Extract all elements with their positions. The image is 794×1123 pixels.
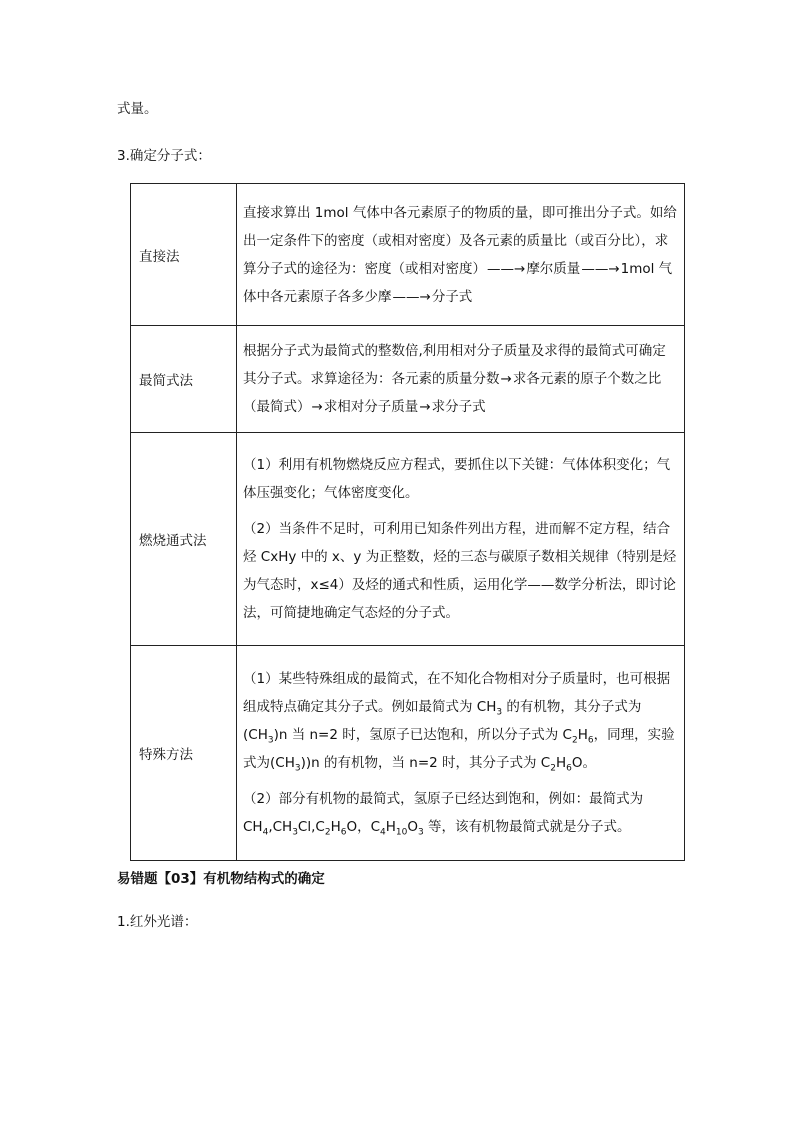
text-run: 1mol 气体中各元素原子各多少摩 (243, 260, 673, 305)
method-paragraph (243, 199, 678, 311)
subsection-heading: 1.红外光谱： (117, 914, 198, 930)
text-run: ))n 的有机物，当 n=2 时，其分子式为 C (300, 755, 551, 771)
subscript: 2 (571, 735, 578, 746)
method-label: 燃烧通式法 (131, 433, 237, 646)
arrow-symbol: → (419, 399, 431, 415)
text-run: （2）当条件不足时，可利用已知条件列出方程，进而解不定方程，结合烃 CxHy 中的 x、y 为正整数，烃的三态与碳原子数相关规律（特别是烃为气态时，x≤4）及烃的通式和性质，运用化学——数学分析法，即讨论法，可简捷地确定气态烃的分子式。 (243, 521, 677, 621)
section-heading: 3.确定分子式： (117, 148, 211, 164)
subscript: 6 (587, 735, 594, 746)
subscript: 2 (550, 763, 556, 774)
subscript: 10 (395, 827, 408, 838)
method-description (237, 433, 685, 646)
method-row (131, 184, 685, 326)
subscript: 6 (340, 827, 347, 838)
text-run: H (555, 755, 567, 771)
method-label: 特殊方法 (131, 646, 237, 861)
method-label: 直接法 (131, 184, 237, 326)
text-run: H (385, 819, 396, 835)
method-paragraph (243, 515, 678, 627)
text-run: 求分子式 (431, 399, 486, 415)
text-run: 求相对分子质量 (323, 399, 419, 415)
text-run: H (577, 727, 588, 743)
subscript: 3 (294, 763, 301, 774)
text-run: 等，该有机物最简式就是分子式。 (423, 819, 631, 835)
text-run: H (330, 819, 341, 835)
text-run: （1）某些特殊组成的最简式，在不知化合物相对分子质量时，也可根据组成特点确定其分子式。例如最简式为 CH (243, 671, 671, 715)
text-run: 直接求算出 1mol 气体中各元素原子的物质的量，即可推出分子式。如给出一定条件下的密度（或相对密度）及各元素的质量比（或百分比），求算分子式的途径为：密度（或相对密度） (243, 204, 677, 277)
continuation-text: 式量。 (117, 101, 158, 117)
subscript: 2 (324, 827, 331, 838)
method-description (237, 184, 685, 326)
method-label: 最简式法 (131, 326, 237, 433)
text-run: 分子式 (431, 288, 473, 305)
method-row (131, 646, 685, 861)
methods-table (130, 183, 685, 861)
arrow-symbol: → (500, 371, 512, 387)
text-run: 摩尔质量 (526, 260, 581, 277)
subscript: 4 (262, 827, 269, 838)
subscript: 3 (418, 827, 424, 838)
text-run: )n 当 n=2 时，氢原子已达饱和，所以分子式为 C (273, 727, 572, 743)
subscript: 4 (380, 827, 386, 838)
text-run: O。 (571, 755, 596, 771)
subscript: 3 (496, 707, 503, 718)
method-paragraph (243, 451, 678, 507)
text-run: ,CH (268, 819, 293, 835)
method-paragraph (243, 785, 678, 841)
text-run: 的有机物，其分子式为(CH (243, 699, 642, 743)
method-row (131, 326, 685, 433)
text-run: O (407, 819, 418, 835)
text-run: （1）利用有机物燃烧反应方程式，要抓住以下关键：气体体积变化；气体压强变化；气体密度变化。 (243, 457, 671, 501)
text-run: ，同理，实验式为(CH (243, 727, 675, 771)
arrow-symbol: ——→ (392, 288, 431, 305)
text-run: Cl,C (297, 819, 325, 835)
method-row (131, 433, 685, 646)
error-heading: 易错题【03】有机物结构式的确定 (117, 871, 325, 887)
text-run: 求各元素的原子个数之比（最简式） (243, 371, 662, 415)
text-run: O，C (346, 819, 381, 835)
subscript: 6 (566, 763, 572, 774)
subscript: 3 (292, 827, 298, 838)
method-paragraph (243, 337, 678, 421)
method-paragraph (243, 665, 678, 777)
subscript: 3 (267, 735, 274, 746)
method-description (237, 326, 685, 433)
text-run: （2）部分有机物的最简式，氢原子已经达到饱和，例如：最简式为 CH (243, 791, 644, 835)
arrow-symbol: ——→ (581, 260, 620, 277)
method-description (237, 646, 685, 861)
text-run: 根据分子式为最简式的整数倍,利用相对分子质量及求得的最简式可确定其分子式。求算途径为：各元素的质量分数 (243, 343, 666, 387)
arrow-symbol: ——→ (487, 260, 526, 277)
arrow-symbol: → (311, 399, 323, 415)
